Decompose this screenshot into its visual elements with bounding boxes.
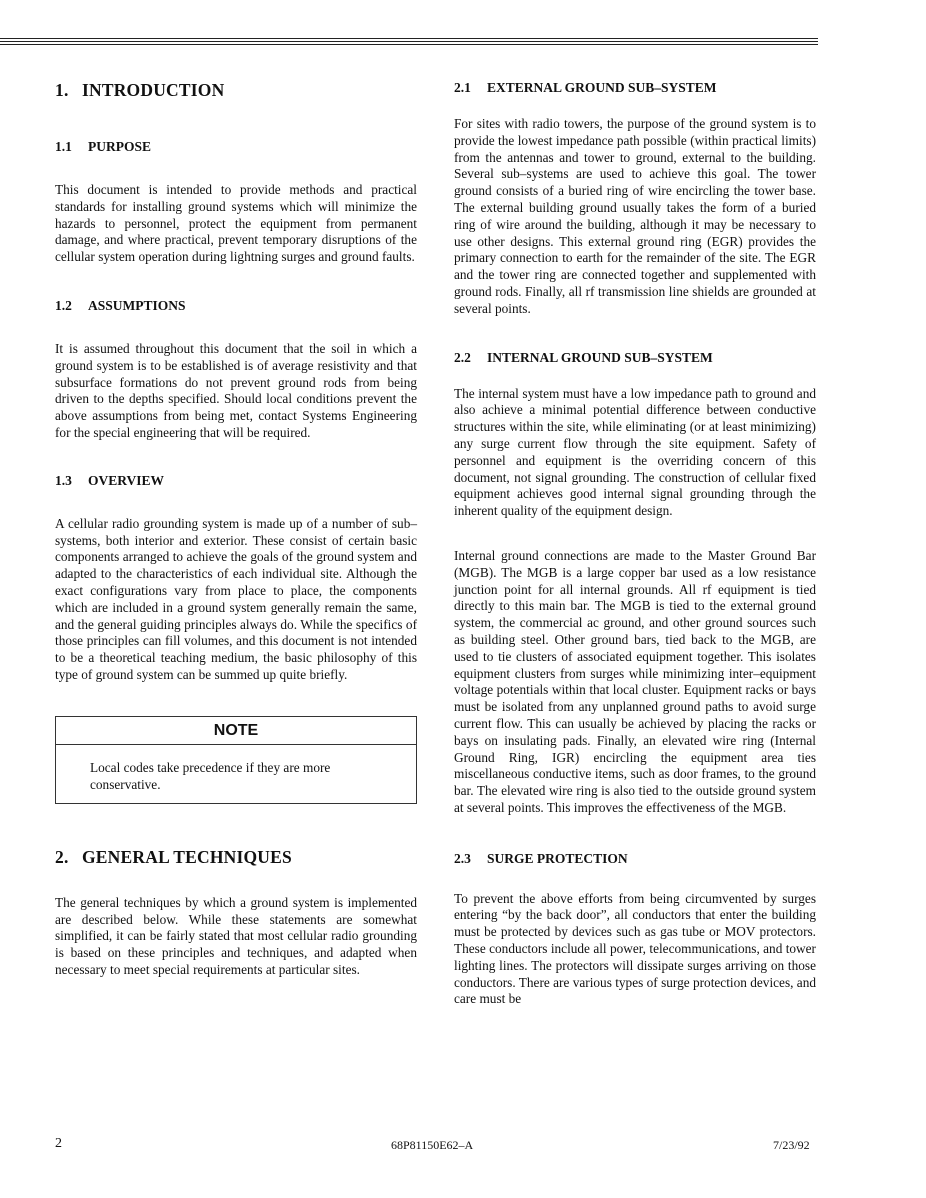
right-column (454, 78, 816, 1008)
section-2-1-heading: 2.1 EXTERNAL GROUND SUB–SYSTEM (454, 80, 717, 95)
purpose-paragraph: This document is intended to provide methods and practical standards for installing ground systems which will minimize the hazards to personnel, protect the equipment from permanent damage, and where practical, prevent temporary disruptions of the cellular system operation during lightning surges and ground faults. (55, 182, 417, 265)
assumptions-paragraph: It is assumed throughout this document that the soil in which a ground system is to be established is of average resistivity and that subsurface formations do not prevent ground rods from being driven to the depths specified. Should local conditions prevent the above assumptions from being met, contact Systems Engineering for the special engineering that will be required. (55, 340, 417, 440)
general-techniques-paragraph: The general techniques by which a ground system is implemented are described below. While these statements are somewhat simplified, it can be fairly stated that most cellular radio grounding is based on these principles and techniques, and adapted when necessary to meet special requirements at particular sites. (55, 894, 417, 977)
surge-protection-paragraph: To prevent the above efforts from being circumvented by surges entering “by the back door”, all conductors that enter the building must be protected by devices such as gas tube or MOV protectors. These conductors include all power, telecommunications, and tower lighting lines. The protectors will dissipate surges arriving on those conductors. There are various types of surge protection devices, and care must be (454, 890, 816, 1007)
section-1-2-heading: 1.2 ASSUMPTIONS (55, 297, 186, 313)
section-1-heading: 1. INTRODUCTION (55, 80, 225, 100)
overview-paragraph: A cellular radio grounding system is made up of a number of sub–systems, both interior and exterior. These consist of certain basic components arranged to achieve the goals of the ground system and adapted to the characteristics of each individual site. Although the exact configurations vary from place to place, the components which are included in a ground system generally remain the same, and the general guiding principles always do. While the specifics of those principles can fill volumes, and this document is not intended to be a theoretical teaching medium, the basic philosophy of this type of ground system can be summed up quite briefly. (55, 515, 417, 682)
note-heading: NOTE (56, 717, 416, 745)
document-code: 68P81150E62–A (391, 1138, 474, 1152)
page-number: 2 (55, 1136, 62, 1151)
section-1-3-heading: 1.3 OVERVIEW (55, 472, 165, 488)
left-column (55, 78, 417, 979)
document-date: 7/23/92 (773, 1138, 810, 1152)
note-text: Local codes take precedence if they are more conservative. (90, 759, 331, 792)
header-rules (0, 38, 818, 47)
internal-ground-paragraph-1: The internal system must have a low impedance path to ground and also achieve a minimal potential difference between conductive structures within the site, while eliminating (or at least minimizing) any surge current flow through the site equipment. Safety of personnel and equipment is the overriding concern of this document, not signal grounding. The construction of cellular fixed equipment achieves good internal signal grounding through the inherent quality of the equipment design. (454, 385, 816, 519)
internal-ground-paragraph-2: Internal ground connections are made to the Master Ground Bar (MGB). The MGB is a large copper bar used as a low resistance junction point for all internal grounds. All rf equipment is tied directly to this main bar. The MGB is tied to the external ground system, the commercial ac ground, and other ground sources such as building steel. Other ground bars, tied back to the MGB, are used to tie clusters of associated equipment together. This isolates equipment clusters from surges while minimizing inter–equipment voltage potentials within that local cluster. Equipment racks or bays must be isolated from any unplanned ground paths to avoid surge current flow. This can usually be achieved by placing the racks or bays on insulating pads. Finally, an elevated wire ring (Internal Ground Ring, IGR) encircling the equipment area ties miscellaneous conductive items, such as door frames, to the ground bar. The elevated wire ring is also tied to the outside ground system at several points. This improves the effectiveness of the MGB. (454, 547, 816, 815)
section-2-2-heading: 2.2 INTERNAL GROUND SUB–SYSTEM (454, 349, 713, 365)
section-2-3-heading: 2.3 SURGE PROTECTION (454, 850, 628, 866)
external-ground-paragraph: For sites with radio towers, the purpose of the ground system is to provide the lowest impedance path possible (within practical limits) from the antennas and tower to ground, external to the building. Several sub–systems are used to achieve this goal. The tower ground consists of a buried ring of wire encircling the tower base. The external building ground usually takes the form of a buried ring of wire around the building, although it may be necessary to use other designs. This external ground ring (EGR) provides the primary connection to earth for the remainder of the site. The EGR and the tower ring are connected together and supplemented with ground rods. Finally, all rf transmission line shields are grounded at several points. (454, 116, 816, 316)
section-2-heading: 2. GENERAL TECHNIQUES (55, 846, 292, 867)
note-box (55, 716, 417, 804)
section-1-1-heading: 1.1 PURPOSE (55, 139, 152, 154)
